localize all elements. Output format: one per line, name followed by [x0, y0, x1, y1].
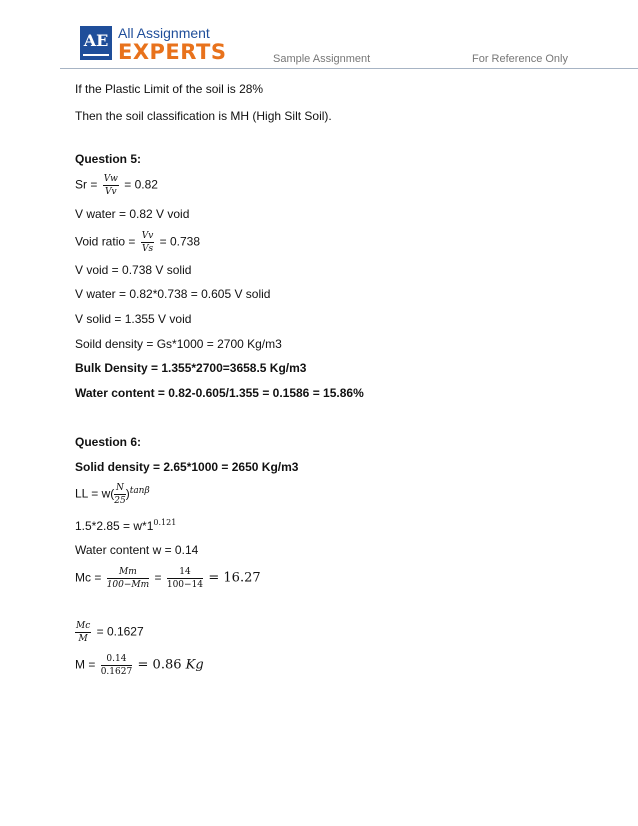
equation-m: [75, 654, 204, 677]
fraction: [103, 174, 119, 197]
eq-equals: =: [154, 570, 162, 585]
eq-rhs-unit: Kg: [185, 657, 204, 673]
header-reference-label: For Reference Only: [472, 53, 568, 65]
denominator: 0.1627: [100, 667, 133, 677]
text-line: V water = 0.82 V void: [75, 207, 190, 221]
fraction: [75, 621, 91, 644]
eq-lhs: M =: [75, 657, 96, 672]
eq-base: 1.5*2.85 = w*1: [75, 519, 154, 533]
fraction: [107, 567, 149, 590]
fraction: [101, 654, 133, 677]
question-6-heading: Question 6:: [75, 435, 142, 449]
exponent: 0.121: [153, 518, 177, 527]
eq-rhs: = 0.738: [159, 234, 201, 249]
equation-sr: [75, 174, 158, 197]
numerator: Vw: [103, 174, 118, 184]
eq-rhs: = 0.82: [124, 177, 158, 192]
logo-text-bottom: EXPERTS: [118, 40, 227, 64]
page-header: [0, 0, 638, 72]
text-line-bold: Water content = 0.82-0.605/1.355 = 0.1586 = 15.86%: [75, 386, 364, 400]
header-divider: [60, 68, 638, 69]
fraction: [141, 231, 155, 254]
header-sample-label: Sample Assignment: [273, 53, 371, 65]
text-line: Then the soil classification is MH (High Silt Soil).: [75, 109, 332, 123]
text-line: V solid = 1.355 V void: [75, 312, 192, 326]
denominator: 100−Mm: [106, 580, 150, 590]
question-5-heading: Question 5:: [75, 152, 142, 166]
equation-power: [75, 516, 176, 533]
logo-text-top: All Assignment: [118, 25, 210, 41]
eq-lhs: Mc =: [75, 570, 102, 585]
text-line-bold: Solid density = 2.65*1000 = 2650 Kg/m3: [75, 460, 299, 474]
equation-mc-over-m: [75, 621, 144, 644]
text-line: Soild density = Gs*1000 = 2700 Kg/m3: [75, 337, 282, 351]
eq-lhs: LL = w(: [75, 486, 115, 501]
denominator: M: [78, 634, 88, 644]
fraction: [114, 483, 125, 506]
text-line: V void = 0.738 V solid: [75, 263, 192, 277]
fraction: [167, 567, 203, 590]
eq-rhs: = 16.27: [208, 570, 261, 586]
denominator: 25: [114, 496, 126, 506]
numerator: Vv: [141, 231, 154, 241]
exponent: tanβ: [129, 485, 150, 496]
denominator: 100−14: [166, 580, 204, 590]
numerator: 0.14: [101, 654, 133, 666]
text-line: Water content w = 0.14: [75, 543, 199, 557]
text-line-bold: Bulk Density = 1.355*2700=3658.5 Kg/m3: [75, 361, 307, 375]
eq-rhs: = 0.1627: [96, 624, 144, 639]
equation-mc: [75, 567, 261, 590]
numerator: 14: [167, 567, 203, 579]
eq-lhs: Sr =: [75, 177, 98, 192]
equation-void-ratio: [75, 231, 200, 254]
numerator: Mm: [107, 567, 149, 579]
logo-mark: AE: [80, 26, 112, 60]
numerator: N: [116, 483, 124, 493]
eq-rhs-value: = 0.86: [137, 657, 186, 673]
text-line: If the Plastic Limit of the soil is 28%: [75, 82, 264, 96]
denominator: Vs: [141, 244, 154, 254]
numerator: Mc: [76, 621, 91, 631]
eq-lhs: Void ratio =: [75, 234, 136, 249]
equation-ll: [75, 483, 150, 506]
text-line: V water = 0.82*0.738 = 0.605 V solid: [75, 287, 271, 301]
eq-paren: ): [125, 486, 130, 501]
denominator: Vv: [104, 187, 117, 197]
